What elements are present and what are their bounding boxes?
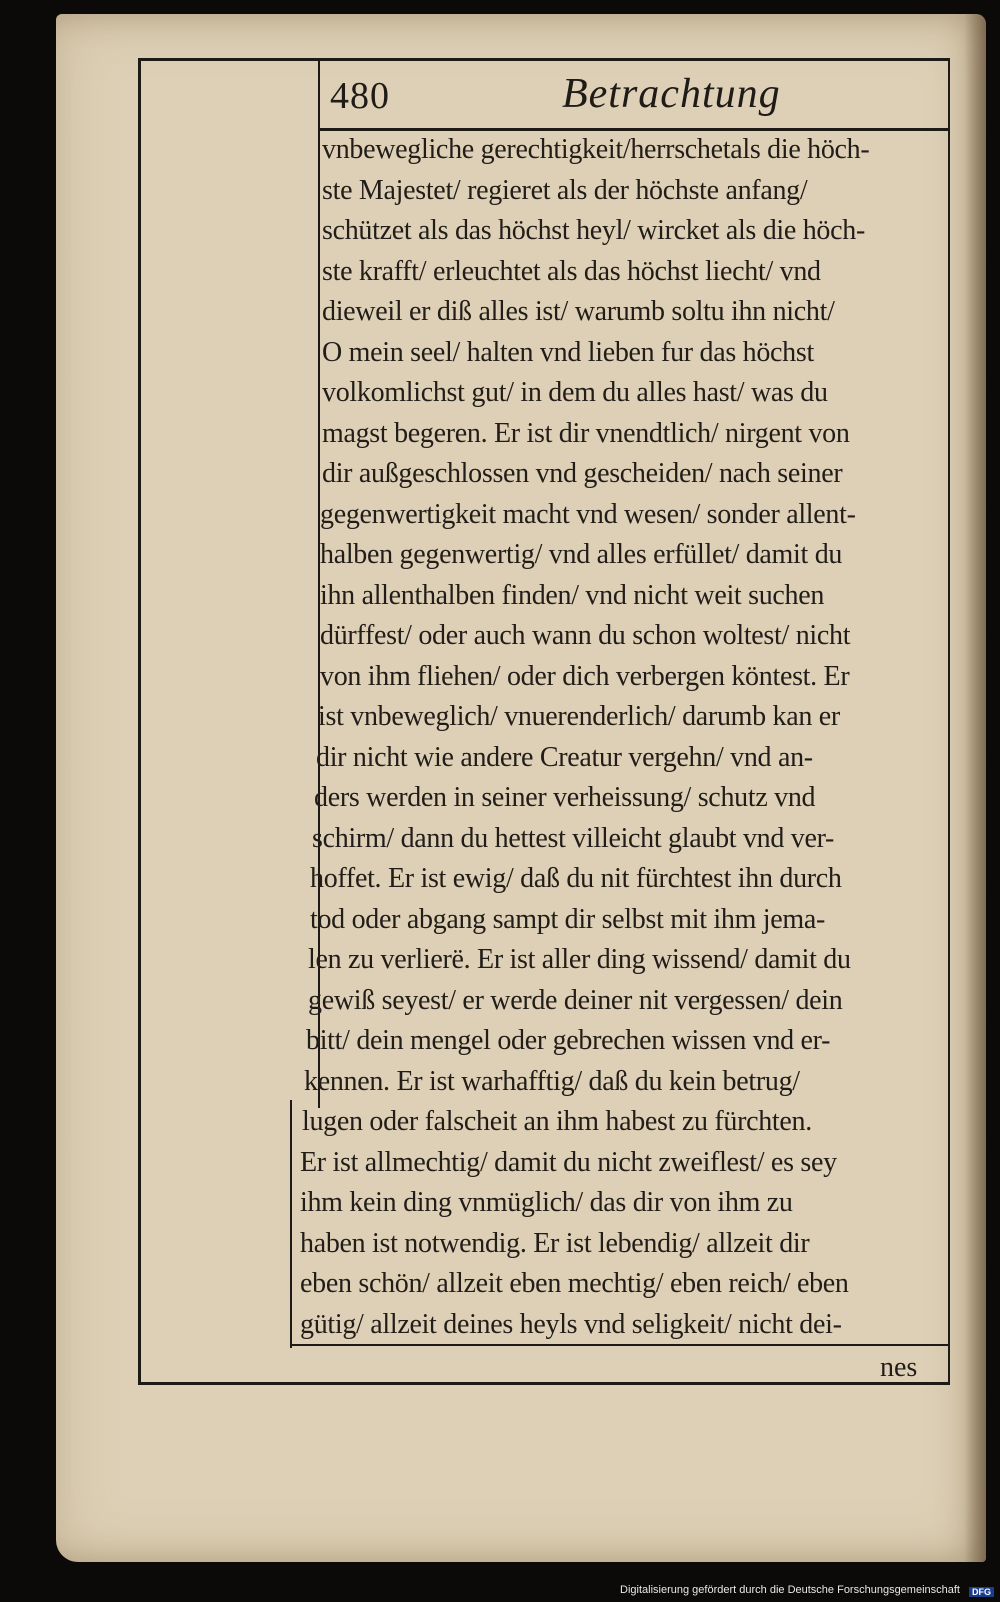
dfg-logo-badge: DFG [969, 1587, 994, 1597]
text-line: ihn allenthalben finden/ vnd nicht weit suchen [320, 579, 825, 611]
page-number: 480 [330, 75, 390, 117]
text-line: volkomlichst gut/ in dem du alles hast/ was du [322, 377, 828, 408]
text-line: ste Majestet/ regieret als der höchste anfang/ [322, 174, 808, 206]
text-line: ders werden in seiner verheissung/ schutz vnd [314, 782, 816, 813]
text-line: lugen oder falscheit an ihm habest zu fürchten. [302, 1106, 812, 1137]
inner-left-rule-lower [290, 1100, 292, 1348]
text-line: schützet als das höchst heyl/ wircket als die höch- [322, 215, 865, 246]
text-line: von ihm fliehen/ oder dich verbergen köntest. Er [320, 660, 850, 692]
text-line: O mein seel/ halten vnd lieben fur das höchst [322, 336, 814, 368]
text-line: gewiß seyest/ er werde deiner nit vergessen/ dein [308, 984, 843, 1016]
text-line: magst begeren. Er ist dir vnendtlich/ nirgent von [322, 417, 850, 449]
text-line: schirm/ dann du hettest villeicht glaubt vnd ver- [312, 822, 835, 854]
text-line: dir nicht wie andere Creatur vergehn/ vnd an- [316, 741, 813, 773]
text-line: ist vnbeweglich/ vnuerenderlich/ darumb kan er [318, 701, 840, 732]
text-line: ste krafft/ erleuchtet als das höchst liecht/ vnd [322, 255, 821, 287]
frame-top-rule [138, 58, 950, 61]
text-line: bitt/ dein mengel oder gebrechen wissen vnd er- [306, 1025, 831, 1056]
frame-bottom-rule [138, 1382, 950, 1385]
text-line: kennen. Er ist warhafftig/ daß du kein betrug/ [304, 1065, 800, 1097]
text-line: eben schön/ allzeit eben mechtig/ eben reich/ eben [300, 1268, 849, 1299]
body-text [300, 130, 960, 1345]
text-line: haben ist notwendig. Er ist lebendig/ allzeit dir [300, 1227, 810, 1259]
text-line: hoffet. Er ist ewig/ daß du nit fürchtest ihn durch [310, 863, 842, 894]
text-line: gegenwertigkeit macht vnd wesen/ sonder allent- [320, 498, 856, 530]
running-head: Betrachtung [562, 71, 781, 117]
text-line: len zu verlierë. Er ist aller ding wissend/ damit du [308, 944, 851, 975]
page-edge-shadow [964, 14, 986, 1562]
page-header [330, 66, 950, 130]
catchword: nes [880, 1352, 918, 1383]
text-line: dieweil er diß alles ist/ warumb soltu ihn nicht/ [322, 296, 835, 327]
text-line: dir außgeschlossen vnd gescheiden/ nach seiner [322, 458, 843, 489]
text-line: ihm kein ding vnmüglich/ das dir von ihm zu [300, 1187, 793, 1218]
text-line: vnbewegliche gerechtigkeit/herrschetals die höch- [322, 134, 870, 165]
text-line: Er ist allmechtig/ damit du nicht zweiflest/ es sey [300, 1146, 837, 1178]
text-line: dürffest/ oder auch wann du schon woltest/ nicht [320, 620, 851, 651]
text-line: gütig/ allzeit deines heyls vnd seligkeit/ nicht dei- [300, 1308, 842, 1340]
text-line: tod oder abgang sampt dir selbst mit ihm jema- [310, 903, 825, 935]
text-line: halben gegenwertig/ vnd alles erfüllet/ damit du [320, 539, 843, 570]
digitization-credit: Digitalisierung gefördert durch die Deutsche Forschungsgemeinschaft [620, 1584, 960, 1596]
frame-left-rule [138, 58, 141, 1384]
